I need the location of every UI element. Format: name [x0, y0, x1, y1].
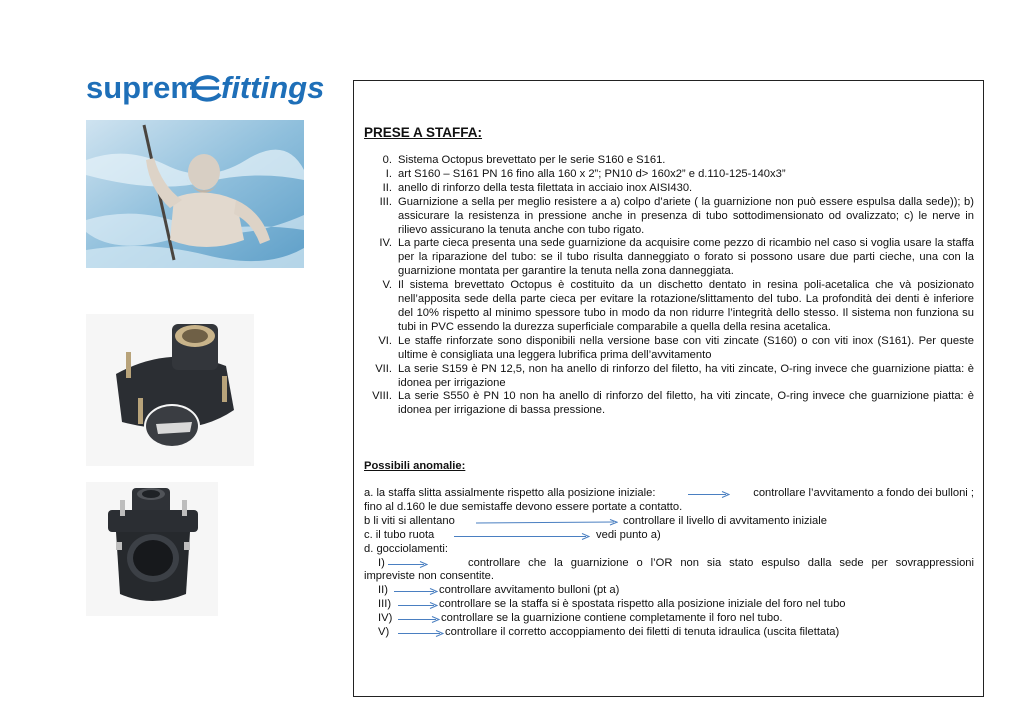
anomaly-b-problem: b li viti si allentano	[364, 514, 455, 527]
arrow-right-icon	[476, 519, 618, 526]
saddle-clamp-photo	[86, 314, 254, 466]
d-item-label: II)	[378, 584, 388, 597]
item-text: La serie S159 è PN 12,5, non ha anello di rinforzo del filetto, ha viti zincate, O-ring invece che guarnizione piatta: è idonea per irrigazione	[398, 362, 974, 389]
item-number: III.	[379, 195, 392, 208]
list-item	[364, 237, 974, 279]
anomaly-b-line	[364, 515, 974, 529]
logo-text-right: fittings	[221, 70, 325, 105]
item-number: II.	[382, 181, 392, 194]
logo-text-left: suprem	[86, 70, 198, 105]
item-number: VIII.	[372, 390, 392, 403]
item-text: Le staffe rinforzate sono disponibili nella versione base con viti zincate (S160) o con viti inox (S161). Per queste ultime è consigliata una leggera lubrifica prima dell’avvitamento	[398, 334, 974, 361]
anomaly-c-line	[364, 529, 974, 543]
anomaly-b-solution: controllare il livello di avvitamento iniziale	[623, 514, 827, 527]
anomaly-c-problem: c. il tubo ruota	[364, 528, 435, 541]
d-item-label: V)	[378, 626, 390, 639]
anomaly-a-problem: a. la staffa slitta assialmente rispetto alla posizione iniziale:	[364, 487, 656, 500]
d-item-text: controllare avvitamento bulloni (pt a)	[439, 584, 620, 597]
document-content	[364, 125, 974, 640]
features-list	[364, 154, 974, 418]
item-number: 0.	[382, 154, 392, 166]
list-item	[364, 196, 974, 238]
anomaly-a-line	[364, 487, 974, 501]
arrow-right-icon	[398, 602, 438, 609]
list-item	[364, 335, 974, 363]
d-item-label: I)	[378, 556, 385, 569]
item-number: VII.	[375, 362, 392, 375]
item-text: La serie S550 è PN 10 non ha anello di rinforzo del filetto, ha viti zincate, O-ring invece che guarnizione piatta: è idonea per irrigazione di bassa pressione.	[398, 390, 974, 417]
pipe-clamp-photo	[86, 482, 218, 616]
list-item	[364, 390, 974, 418]
anomaly-d-item	[364, 557, 974, 571]
arrow-right-icon	[688, 491, 730, 498]
anomaly-d-item	[364, 598, 974, 612]
arrow-right-icon	[394, 588, 438, 595]
item-text: art S160 – S161 PN 16 fino alla 160 x 2”; PN10 d> 160x2” e d.110-125-140x3”	[398, 167, 786, 180]
anomaly-d-item	[364, 584, 974, 598]
anomaly-a-solution: controllare l’avvitamento a fondo dei bulloni ;	[753, 487, 974, 500]
d-item-label: IV)	[378, 612, 393, 625]
arrow-right-icon	[398, 616, 440, 623]
anomaly-d-item	[364, 612, 974, 626]
section-title: PRESE A STAFFA:	[364, 125, 483, 140]
list-item	[364, 168, 974, 182]
item-text: Guarnizione a sella per meglio resistere a a) colpo d’ariete ( la guarnizione non può essere espulsa dalla sede)); b) assicurare la resistenza in pressione anche in presenza di tubo sottodimensionato od ovalizzato; c) le nerve in rilievo assicurano la tenuta anche con tubo rigato.	[398, 195, 974, 236]
item-text: Sistema Octopus brevettato per le serie S160 e S161.	[398, 154, 666, 166]
item-text: Il sistema brevettato Octopus è costituito da un dischetto dentato in resina poli-acetalica che và posizionato nell’apposita sede della parte cieca per evitare la rotazione/slittamento del tubo. La profondità dei denti è inferiore del 10% rispetto al minimo spessore tubo in modo da non ridurre l’integrità dello stesso. Il sistema non funziona su tubi in PVC essendo la durezza superficiale comparabile a quella della resina acetalica.	[398, 279, 974, 333]
arrow-right-icon	[454, 533, 590, 540]
d-item-text: controllare che la guarnizione o l’OR non sia stato espulso dalla sede per sovrappressioni	[468, 556, 974, 569]
document-text-box	[353, 80, 984, 697]
arrow-right-icon	[388, 561, 428, 568]
anomalies-title: Possibili anomalie:	[364, 460, 466, 473]
anomaly-d-item	[364, 626, 974, 640]
list-item	[364, 154, 974, 168]
neptune-statue-photo	[86, 120, 304, 268]
item-number: IV.	[379, 237, 392, 250]
d-item-text: controllare se la staffa si è spostata rispetto alla posizione iniziale del foro nel tubo	[439, 598, 846, 611]
item-number: VI.	[378, 334, 392, 347]
item-number: I.	[385, 167, 392, 180]
d-item-text: controllare se la guarnizione contiene completamente il foro nel tubo.	[441, 612, 783, 625]
anomaly-c-solution: vedi punto a)	[596, 528, 661, 541]
d-item-text: controllare il corretto accoppiamento dei filetti di tenuta idraulica (uscita filettata)	[445, 626, 840, 639]
item-text: La parte cieca presenta una sede guarnizione da acquisire come pezzo di ricambio nel caso si voglia usare la staffa per la riparazione del tubo: se il tubo risulta danneggiato o forato si possono usare due parti cieche, una con la guarnizione montata per garantire la tenuta nella zona danneggiata.	[398, 237, 974, 278]
list-item	[364, 279, 974, 335]
anomaly-a-cont: fino al d.160 le due semistaffe devono essere portate a contatto.	[364, 501, 683, 514]
anomaly-d-title: d. gocciolamenti:	[364, 542, 448, 555]
d-item-cont: impreviste non consentite.	[364, 570, 494, 583]
d-item-label: III)	[378, 598, 392, 611]
list-item	[364, 363, 974, 391]
item-text: anello di rinforzo della testa filettata in acciaio inox AISI430.	[398, 181, 693, 194]
list-item	[364, 182, 974, 196]
item-number: V.	[382, 279, 392, 292]
arrow-right-icon	[398, 630, 444, 637]
supreme-fittings-logo	[86, 68, 331, 108]
